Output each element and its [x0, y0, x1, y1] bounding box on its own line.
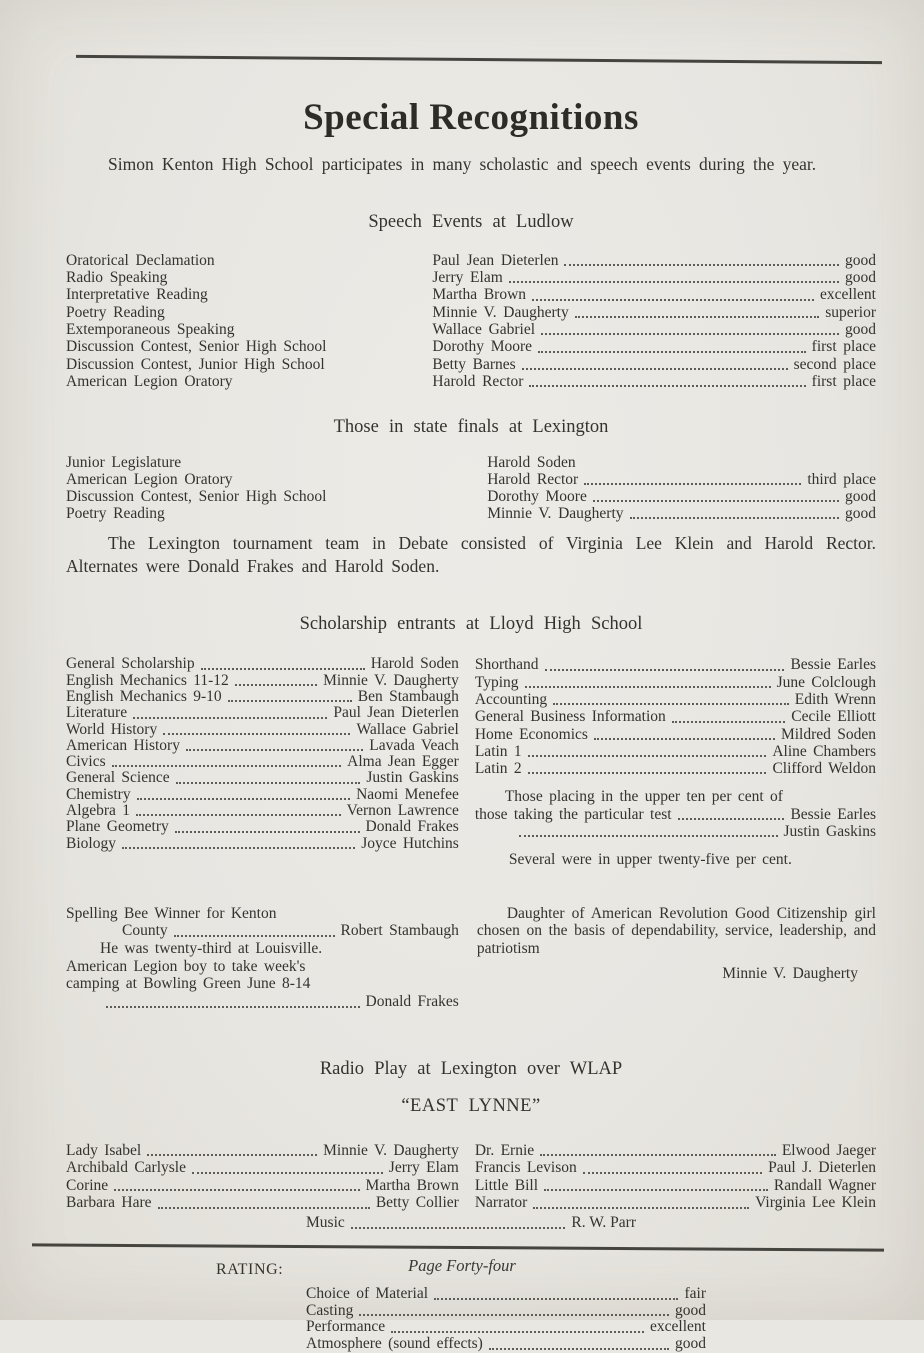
- page-content: [66, 0, 876, 1353]
- result-rating: first place: [811, 338, 876, 356]
- rating-label: RATING:: [216, 1260, 284, 1278]
- result-rating: good: [845, 505, 876, 523]
- subject-label: World History: [66, 720, 158, 738]
- cast-row: [66, 1142, 459, 1160]
- cast-row: [475, 1159, 876, 1177]
- speech-event-item: Extemporaneous Speaking: [66, 320, 235, 338]
- result-rating: good: [845, 488, 876, 506]
- spelling-county-row: [66, 922, 459, 940]
- speech-result-row: [432, 356, 876, 373]
- state-finals-heading: Those in state finals at Lexington: [333, 417, 609, 438]
- actor-name: Minnie V. Daugherty: [323, 1141, 459, 1159]
- leader-dots: [489, 1348, 669, 1350]
- upper-twentyfive-note: Several were in upper twenty-five per cent.: [508, 851, 792, 869]
- result-rating: second place: [793, 355, 876, 373]
- scholarship-row: [66, 673, 459, 689]
- entrant-name: June Colclough: [776, 673, 876, 691]
- actor-name: Virginia Lee Klein: [755, 1194, 876, 1212]
- rating-value: excellent: [650, 1318, 706, 1336]
- subject-label: Chemistry: [66, 785, 131, 803]
- leader-dots: [163, 733, 350, 735]
- subject-label: Accounting: [474, 690, 548, 708]
- spelling-line: Spelling Bee Winner for Kenton: [66, 904, 277, 922]
- scholarship-row: [66, 705, 459, 721]
- rating-item: Casting: [306, 1301, 354, 1319]
- cast-row: [66, 1159, 459, 1177]
- subject-label: General Science: [66, 769, 170, 787]
- state-final-event: Junior Legislature: [66, 454, 182, 472]
- leader-dots: [545, 669, 785, 671]
- result-rating: excellent: [820, 286, 876, 304]
- cast-row: [475, 1142, 876, 1160]
- entrant-name: Aline Chambers: [772, 742, 876, 760]
- state-result-row: [487, 505, 876, 522]
- result-name: Martha Brown: [432, 286, 527, 304]
- leader-dots: [594, 738, 775, 740]
- speech-result-row: [432, 286, 876, 303]
- scholarship-row: [66, 770, 459, 786]
- subject-label: American History: [66, 736, 180, 754]
- entrant-name: Mildred Soden: [780, 725, 876, 743]
- legion-camp-line: camping at Bowling Green June 8-14: [66, 975, 311, 993]
- leader-dots: [528, 772, 767, 774]
- subject-label: Latin 2: [474, 760, 522, 778]
- subject-label: Literature: [66, 704, 128, 722]
- result-name: Dorothy Moore: [432, 338, 533, 356]
- scholarship-row: [475, 708, 876, 725]
- leader-dots: [519, 835, 778, 837]
- subject-label: Typing: [474, 673, 519, 691]
- scholarship-right-column: [459, 656, 876, 868]
- role-name: Francis Levison: [474, 1159, 577, 1177]
- rating-item: Performance: [306, 1318, 386, 1336]
- subject-label: English Mechanics 9-10: [66, 687, 222, 705]
- rating-value: good: [675, 1301, 706, 1319]
- upper-ten-line3: [475, 823, 876, 840]
- state-finals-section: [66, 454, 876, 522]
- scholarship-row: [66, 754, 459, 770]
- winner-name: Robert Stambaugh: [340, 922, 459, 940]
- scholarship-row: [66, 819, 459, 835]
- role-name: Little Bill: [474, 1176, 539, 1194]
- scholarship-heading: Scholarship entrants at Lloyd High School: [299, 614, 643, 635]
- result-rating: third place: [807, 471, 876, 489]
- scholarship-row: [475, 674, 876, 691]
- speech-event-item: Interpretative Reading: [66, 286, 208, 304]
- cast-right-column: [459, 1142, 876, 1212]
- leader-dots: [564, 264, 839, 266]
- speech-events-section: [66, 252, 876, 390]
- subject-label: General Scholarship: [66, 655, 195, 673]
- speech-results-list: [422, 252, 876, 390]
- speech-event-item: Oratorical Declamation: [66, 251, 215, 269]
- result-name: Jerry Elam: [432, 269, 503, 287]
- leader-dots: [137, 798, 350, 800]
- speech-result-row: [432, 304, 876, 321]
- subject-label: General Business Information: [474, 708, 666, 726]
- speech-event-item: Discussion Contest, Junior High School: [66, 355, 325, 373]
- music-label: Music: [306, 1213, 345, 1231]
- dar-name: Minnie V. Daugherty: [722, 964, 858, 982]
- music-name: R. W. Parr: [571, 1213, 636, 1231]
- leader-dots: [593, 500, 839, 502]
- role-name: Archibald Carlysle: [66, 1159, 186, 1177]
- leader-dots: [533, 1207, 749, 1209]
- spelling-label: County: [122, 922, 168, 940]
- upper-ten-note: [475, 788, 876, 840]
- rating-value: fair: [684, 1284, 706, 1302]
- entrant-name: Alma Jean Egger: [347, 753, 459, 771]
- radio-play-heading: Radio Play at Lexington over WLAP: [319, 1058, 623, 1079]
- leader-dots: [583, 1172, 762, 1174]
- speech-event-item: Radio Speaking: [66, 269, 168, 287]
- state-result-row: [487, 454, 876, 471]
- leader-dots: [133, 717, 327, 719]
- scholarship-row: [66, 803, 459, 819]
- speech-event-item: Poetry Reading: [66, 303, 165, 321]
- result-rating: good: [845, 320, 876, 338]
- upper-ten-name: Bessie Earles: [790, 805, 876, 823]
- role-name: Dr. Ernie: [474, 1141, 535, 1159]
- scholarship-row: [66, 722, 459, 738]
- result-name: Wallace Gabriel: [432, 320, 536, 338]
- subject-label: Home Economics: [474, 725, 588, 743]
- intro-paragraph: Simon Kenton High School participates in many scholastic and speech events during the year.: [108, 154, 817, 174]
- leader-dots: [228, 700, 352, 702]
- leader-dots: [176, 782, 361, 784]
- subject-label: Latin 1: [474, 742, 522, 760]
- leader-dots: [538, 351, 806, 353]
- leader-dots: [528, 755, 767, 757]
- leader-dots: [630, 517, 839, 519]
- scholarship-row: [66, 787, 459, 803]
- camper-name: Donald Frakes: [365, 993, 459, 1011]
- subject-label: Biology: [66, 834, 116, 852]
- state-finals-events: [66, 454, 487, 522]
- speech-events-heading: Speech Events at Ludlow: [368, 211, 574, 232]
- subject-label: English Mechanics 11-12: [66, 671, 229, 689]
- leader-dots: [114, 1189, 359, 1191]
- entrant-name: Minnie V. Daugherty: [323, 671, 459, 689]
- role-name: Narrator: [474, 1194, 528, 1212]
- result-rating: good: [845, 251, 876, 269]
- speech-result-row: [432, 269, 876, 286]
- leader-dots: [147, 1154, 317, 1156]
- leader-dots: [235, 684, 317, 686]
- scholarship-row: [475, 726, 876, 743]
- leader-dots: [391, 1331, 644, 1333]
- leader-dots: [351, 1227, 566, 1229]
- actor-name: Paul J. Dieterlen: [768, 1159, 876, 1177]
- state-final-event: American Legion Oratory: [66, 471, 233, 489]
- cast-section: [66, 1142, 876, 1212]
- scholarship-row: [66, 656, 459, 672]
- actor-name: Randall Wagner: [773, 1176, 876, 1194]
- leader-dots: [136, 814, 341, 816]
- leader-dots: [532, 299, 814, 301]
- spelling-bee-block: [66, 905, 459, 1011]
- entrant-name: Ben Stambaugh: [357, 687, 459, 705]
- entrant-name: Cecile Elliott: [791, 708, 876, 726]
- scholarship-section: [66, 656, 876, 868]
- leader-dots: [434, 1298, 678, 1300]
- speech-event-item: Discussion Contest, Senior High School: [66, 338, 327, 356]
- leader-dots: [186, 749, 363, 751]
- leader-dots: [544, 1189, 768, 1191]
- leader-dots: [509, 281, 839, 283]
- speech-result-row: [432, 373, 876, 390]
- speech-events-list: [66, 252, 422, 390]
- debate-team-note: The Lexington tournament team in Debate consisted of Virginia Lee Klein and Harold Rector. Alternates were Donald Frakes and Harold Soden.: [66, 533, 876, 577]
- entrant-name: Harold Soden: [370, 655, 459, 673]
- entrant-name: Justin Gaskins: [366, 769, 459, 787]
- speech-result-row: [432, 321, 876, 338]
- result-name: Dorothy Moore: [487, 488, 587, 506]
- upper-ten-line2: [475, 806, 876, 823]
- result-name: Minnie V. Daugherty: [487, 505, 624, 523]
- rating-row: [306, 1336, 706, 1353]
- state-result-row: [487, 488, 876, 505]
- leader-dots: [174, 935, 335, 937]
- leader-dots: [541, 333, 839, 335]
- leader-dots: [122, 847, 355, 849]
- play-title: “EAST LYNNE”: [401, 1095, 541, 1116]
- result-name: Betty Barnes: [432, 355, 516, 373]
- leader-dots: [553, 703, 789, 705]
- subject-label: Plane Geometry: [66, 818, 169, 836]
- result-name: Harold Rector: [432, 372, 524, 390]
- leader-dots: [575, 316, 819, 318]
- leader-dots: [112, 765, 342, 767]
- entrant-name: Wallace Gabriel: [356, 720, 459, 738]
- rating-row: [306, 1303, 706, 1320]
- result-rating: first place: [811, 372, 876, 390]
- dar-citizenship-block: [459, 905, 876, 1011]
- rating-row: [306, 1319, 706, 1336]
- leader-dots: [540, 1154, 776, 1156]
- entrant-name: Joyce Hutchins: [361, 834, 459, 852]
- upper-ten-text: those taking the particular test: [474, 805, 672, 823]
- leader-dots: [175, 831, 360, 833]
- scholarship-left-column: [66, 656, 459, 868]
- page-title: Special Recognitions: [303, 97, 639, 138]
- actor-name: Elwood Jaeger: [781, 1141, 876, 1159]
- scholarship-row: [475, 743, 876, 760]
- state-final-event: Poetry Reading: [66, 505, 165, 523]
- subject-label: Shorthand: [474, 656, 539, 674]
- scholarship-row: [66, 738, 459, 754]
- music-row: [306, 1214, 636, 1232]
- speech-result-row: [432, 252, 876, 269]
- page-number: Page Forty-four: [408, 1256, 516, 1275]
- special-awards-section: [66, 905, 876, 1011]
- scholarship-row: [475, 691, 876, 708]
- scholarship-row: [475, 760, 876, 777]
- entrant-name: Vernon Lawrence: [346, 801, 459, 819]
- leader-dots: [201, 668, 365, 670]
- cast-row: [66, 1177, 459, 1195]
- legion-camp-name-row: [66, 993, 459, 1011]
- actor-name: Betty Collier: [375, 1194, 459, 1212]
- entrant-name: Naomi Menefee: [356, 785, 459, 803]
- role-name: Barbara Hare: [66, 1194, 152, 1212]
- speech-event-item: American Legion Oratory: [66, 372, 233, 390]
- cast-left-column: [66, 1142, 459, 1212]
- leader-dots: [158, 1207, 370, 1209]
- entrant-name: Donald Frakes: [365, 818, 459, 836]
- entrant-name: Bessie Earles: [790, 656, 876, 674]
- dar-text: Daughter of American Revolution Good Citizenship girl chosen on the basis of dependability, service, leadership, and patriotism: [476, 904, 876, 957]
- subject-label: Civics: [66, 753, 106, 771]
- leader-dots: [192, 1172, 383, 1174]
- spelling-line: He was twenty-third at Louisville.: [100, 939, 323, 957]
- rating-row: [306, 1286, 706, 1303]
- scholarship-row: [66, 836, 459, 852]
- result-name: Paul Jean Dieterlen: [432, 251, 559, 269]
- entrant-name: Lavada Veach: [369, 736, 459, 754]
- rating-value: good: [675, 1334, 706, 1352]
- rating-item: Atmosphere (sound effects): [306, 1334, 483, 1352]
- entrant-name: Edith Wrenn: [794, 690, 876, 708]
- leader-dots: [529, 385, 805, 387]
- leader-dots: [672, 721, 786, 723]
- rating-rows: [306, 1286, 706, 1353]
- cast-row: [66, 1194, 459, 1212]
- actor-name: Jerry Elam: [388, 1159, 459, 1177]
- leader-dots: [359, 1314, 669, 1316]
- leader-dots: [522, 368, 788, 370]
- leader-dots: [678, 818, 785, 820]
- cast-row: [475, 1194, 876, 1212]
- actor-name: Martha Brown: [365, 1176, 459, 1194]
- leader-dots: [584, 483, 801, 485]
- state-result-row: [487, 471, 876, 488]
- result-name: Minnie V. Daugherty: [432, 303, 569, 321]
- role-name: Lady Isabel: [66, 1141, 142, 1159]
- upper-ten-name: Justin Gaskins: [783, 822, 876, 840]
- result-rating: good: [845, 269, 876, 287]
- result-name: Harold Soden: [487, 454, 576, 472]
- scholarship-row: [475, 656, 876, 673]
- state-finals-results: [487, 454, 876, 522]
- role-name: Corine: [66, 1176, 109, 1194]
- speech-result-row: [432, 338, 876, 355]
- result-name: Harold Rector: [487, 471, 579, 489]
- legion-camp-line: American Legion boy to take week's: [66, 957, 306, 975]
- upper-ten-line1: Those placing in the upper ten per cent of: [504, 788, 783, 806]
- leader-dots: [525, 686, 771, 688]
- subject-label: Algebra 1: [66, 801, 131, 819]
- scholarship-row: [66, 689, 459, 705]
- state-final-event: Discussion Contest, Senior High School: [66, 488, 327, 506]
- result-rating: superior: [825, 303, 876, 321]
- entrant-name: Clifford Weldon: [772, 760, 876, 778]
- rating-item: Choice of Material: [306, 1284, 429, 1302]
- entrant-name: Paul Jean Dieterlen: [333, 704, 459, 722]
- cast-row: [475, 1177, 876, 1195]
- leader-dots: [106, 1006, 360, 1008]
